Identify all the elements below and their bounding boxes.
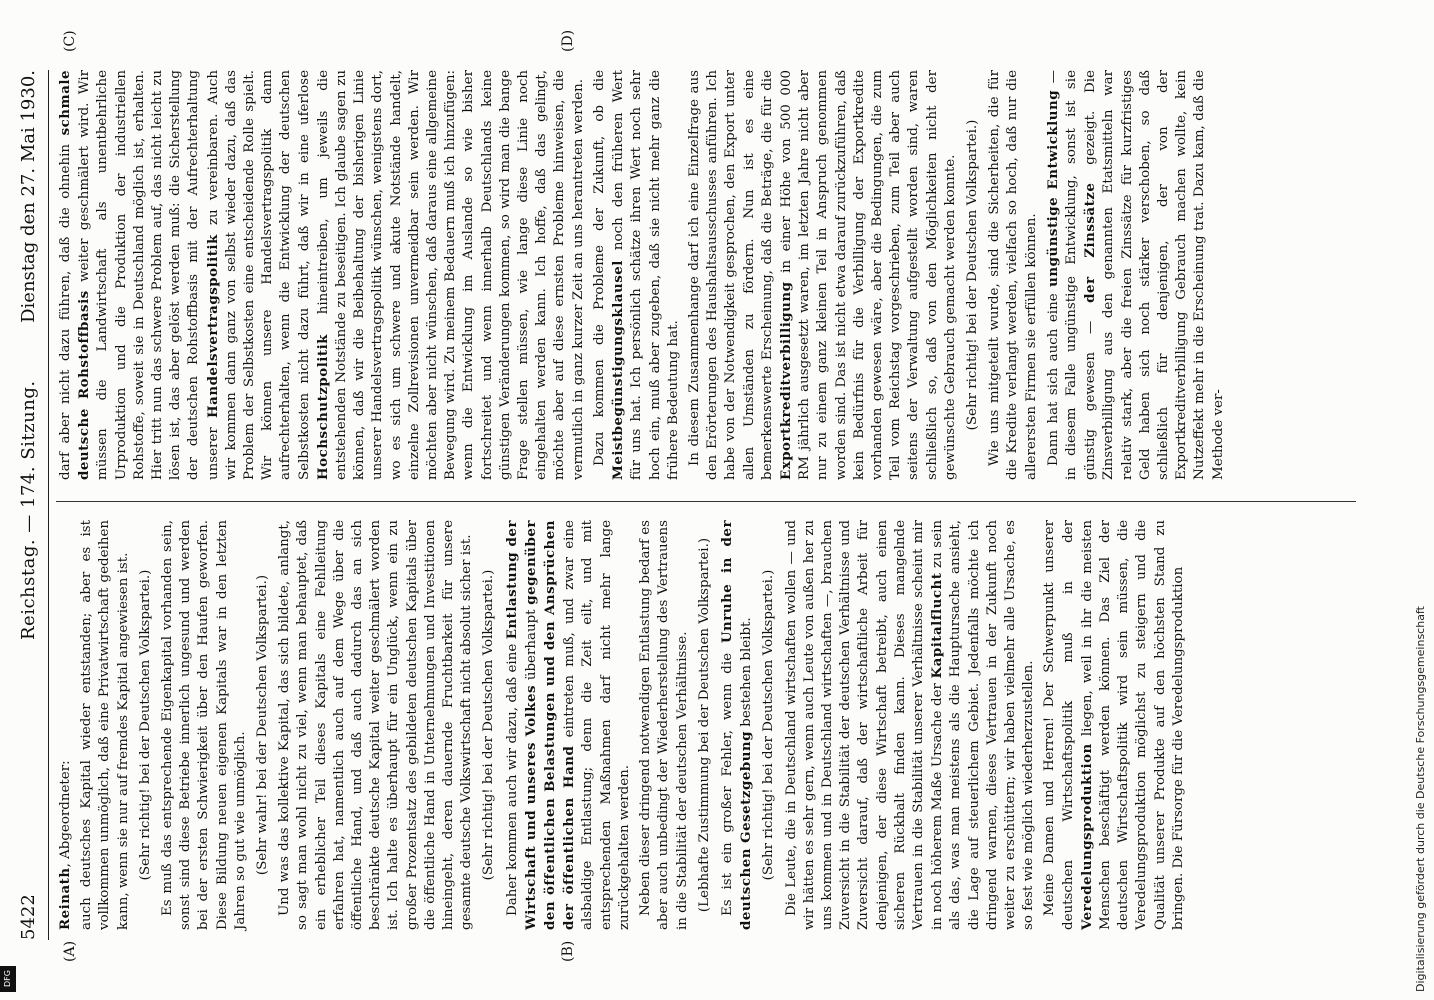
text-run: zu vereinbaren. Auch wir kommen dann ganz von selbst wieder dazu, daß das Problem der Selbstkosten eine entscheidende Rolle spielt. Wir können unsere Handelsvertragspolitik dann aufrechterhalten, wenn die Entwicklung der deutschen Selbstkosten nicht dazu führt, daß wir in eine uferlose (205, 70, 312, 480)
text-run: Es ist ein großer Fehler, wenn die (719, 643, 735, 916)
margin-marker-c: (C) (62, 30, 78, 52)
speech-paragraph: Und was das kollektive Kapital, das sich bildete, anlangt, so sagt man wohl nicht zu viel, wenn man behauptet, daß ein erheblicher Teil dieses Kapitals eine Fehlleitung erfahren hat, namentlich auch auf dem Wege über die öffentliche Hand, und daß auch dadurch das an sich beschränkte deutsche Kapital weiter geschmälert worden ist. Ich halte es überhaupt für ein Unglück, wenn ein zu großer Prozentsatz des gebildeten deutschen Kapitals über die öffentliche Hand in Unternehmungen und Investitionen hineingeht, deren dauernde Fruchtbarkeit für unsere gesamte deutsche Volkswirtschaft nicht absolut sicher ist. (277, 520, 475, 930)
text-run: gezeigt. Die Zinsverbilligung aus den genannten Etatsmitteln war relativ stark, aber die freien Zinssätze für kurzfristiges Geld haben sich noch stärker verschoben, so daß schließlich für denjenigen, der von der Exportkreditverbilligung Gebrauch machen wollte, kein Nutzeffekt mehr in die Erscheinung trat. Dazu kam, daß die Methode ver- (1083, 70, 1226, 480)
text-run: hineintreiben, um jeweils die entstehenden Notstände zu beseitigen. Ich glaube sagen zu können, daß wir die Beibehaltung der bisherigen Linie unserer Handelsvertragspolitik wünschen, wenigstens dort, wo es sich um schwere und akute Notstände handelt, einzelne Zollrevisionen unvermeidbar sein werden. Wir möchten aber nicht wünschen, daß daraus eine allgemeine Bewegung wird. Zu meinem Bedauern muß ich hinzufügen: wenn die Entwicklung im Auslande so wie bisher fortschreitet und wenn innerhalb Deutschlands keine günstigen Veränderungen kommen, so wird man die bange Frage stellen müssen, wie lange diese Linie noch eingehalten werden kann. Ich hoffe, daß das gelingt, möchte aber auf diese ernsten Probleme hinweisen, die vermutlich in ganz kurzer Zeit an uns herantreten werden. (315, 70, 586, 480)
text-run: Die Leute, die in Deutschland wirtschaften wollen — und wir hätten es sehr gern, wenn auch Leute von außen her zu uns kommen und in Deutschland wirtschaften —, brauchen Zuversicht in die Stabilität der deutschen Verhältnisse und Zuversicht darauf, daß der wirtschaftliche Arbeit für denjenigen, der diese Wirtschaft betreibt, auch einen sicheren Rückhalt finden kann. Dieses mangelnde Vertrauen in die Stabilität unserer Verhältnisse scheint mir in noch höherem Maße Ursache der (783, 520, 946, 930)
text-run: in einer Höhe von 500 000 RM jährlich ausgesetzt waren, im letzten Jahre nicht aber nur zu einem ganz kleinen Teil in Anspruch genommen worden sind. Das ist nicht etwa darauf zurückzuführen, daß kein Bedürfnis für die Verbilligung der Exportkredite vorhanden gewesen wäre, aber die Bedingungen, die zum Teil vom Reichstag vorgeschrieben, zum Teil aber auch seitens der Verwaltung aufgestellt worden sind, waren schließlich so, daß von den Möglichkeiten nicht der gewünschte Gebrauch gemacht werden konnte. (778, 70, 958, 480)
emphasis: schmale deutsche Rohstoffbasis (57, 70, 93, 480)
dfg-logo: DFG (0, 966, 16, 992)
text-run: Daher kommen auch wir dazu, daß eine (504, 639, 520, 916)
text-run: In diesem Zusammenhange darf ich eine Einzelfrage aus den Erörterungen des Haushaltsausschusses anführen. Ich habe von der Notwendigkeit gesprochen, den Export unter allen Umständen zu fördern. Nun ist es eine bemerkenswerte Erscheinung, daß die Beträge, die für die (686, 70, 775, 480)
interjection: (Lebhafte Zustimmung bei der Deutschen Volkspartei.) (696, 537, 712, 913)
speech-paragraph (1044, 70, 1228, 480)
speech-paragraph (783, 520, 1039, 930)
speech-paragraph: Wie uns mitgeteilt wurde, sind die Sicherheiten, die für die Kredite verlangt werden, vielfach so hoch, daß nur die allerersten Firmen sie erfüllen können. (987, 70, 1039, 480)
interjection: (Sehr richtig! bei der Deutschen Volkspartei.) (481, 569, 497, 881)
speech-paragraph (591, 70, 683, 480)
margin-marker-d: (D) (560, 29, 576, 52)
digitization-credit (1414, 0, 1434, 1000)
emphasis: Kapitalflucht (929, 572, 946, 679)
session-title: Reichstag. — 174. Sitzung. (18, 380, 39, 640)
interjection: (Sehr richtig! bei der Deutschen Volkspartei.) (964, 119, 980, 431)
speech-paragraph (686, 70, 960, 480)
page-number: 5422 (18, 894, 39, 940)
emphasis: Handelsvertragspolitik (204, 234, 221, 418)
text-run: zu sein als das, was man meistens als die Hauptursache ansieht, die Lage auf steuerlichem Gebiet. Jedenfalls möchte ich dringend warnen, dieses Vertrauen in der Zukunft noch weiter zu erschüttern; wir haben vielmehr alle Ursache, es so fest wie möglich wiederherzustellen. (930, 520, 1037, 930)
speech-paragraph (718, 520, 756, 930)
emphasis: gegenüber den öffentlichen Belastungen und den Ansprüchen der öffentlichen Hand (522, 520, 578, 930)
speech-paragraph: Es muß das entsprechende Eigenkapital vorhanden sein, sonst sind diese Betriebe innerlich ungesund und werden bei der ersten Schwierigkeit über den Haufen geworfen. Diese Bildung neuen eigenen Kapitals war in den letzten Jahren so gut wie unmöglich. (160, 520, 248, 930)
speech-paragraph: Neben dieser dringend notwendigen Entlastung bedarf es aber auch unbedingt der Wiederherstellung des Vertrauens in die Stabilität der deutschen Verhältnisse. (638, 520, 690, 930)
speech-paragraph: auch deutsches Kapital wieder entstanden; aber es ist vollkommen unmöglich, daß eine Privatwirtschaft gedeihen kann, wenn sie nur auf fremdes Kapital angewiesen ist. (79, 520, 131, 930)
speech-paragraph (56, 70, 588, 480)
speaker-name: Reinath (57, 867, 73, 930)
emphasis: Veredelungsproduktion (1078, 743, 1095, 930)
margin-marker-a: (A) (62, 940, 78, 962)
interjection: (Sehr richtig! bei der Deutschen Volkspartei.) (137, 569, 153, 881)
text-run: darf aber nicht dazu führen, daß die ohnehin (58, 135, 73, 480)
emphasis: ungünstige Entwicklung (1044, 89, 1061, 287)
interjection: (Sehr wahr! bei der Deutschen Volkspartei.) (255, 574, 271, 876)
emphasis: der Zinssätze (1082, 182, 1099, 303)
text-run: eintreten muß, und zwar eine alsbaldige Entlastung; denn die Zeit eilt, und mit entsprechenden Maßnahmen darf nicht mehr lange zurückgehalten werden. (562, 520, 632, 930)
text-run: — in diesem Falle ungünstige Entwicklung, sonst ist sie günstig gewesen — (1045, 70, 1099, 480)
speech-paragraph (1041, 520, 1188, 930)
column-divider (56, 501, 1356, 502)
right-column (56, 70, 1386, 480)
emphasis: Unruhe in der deutschen Gesetzgebung (718, 520, 755, 930)
text-run: bestehen bleibt. (739, 617, 755, 731)
speech-paragraph (503, 520, 634, 930)
emphasis: Exportkreditverbilligung (777, 281, 794, 480)
left-column (56, 520, 1386, 930)
text-run: weiter geschmälert wird. Wir müssen die Landwirtschaft als unentbehrliche Urproduktion und die Produktion der industriellen Rohstoffe, soweit sie in Deutschland möglich ist, erhalten. Hier tritt nun das schwere Problem auf, das nicht leicht zu lösen ist, das aber gelöst werden muß: die Sicherstellung der deutschen Rohstoffbasis mit der Aufrechterhaltung unserer (77, 69, 221, 480)
text-run: liegen, weil in ihr die meisten Menschen beschäftigt werden können. Das Ziel der deutschen Wirtschaftspolitik wird sein müssen, die Veredelungsproduktion möglichst zu steigern und die Qualität unserer Produkte auf den höchsten Stand zu bringen. Die Fürsorge für die Veredelungsproduktion (1079, 520, 1186, 930)
text-run: Dann hat sich auch eine (1045, 286, 1061, 466)
emphasis: Entlastung der Wirtschaft und unseres Volkes (503, 520, 539, 930)
text-run: Meine Damen und Herren! Der Schwerpunkt unserer deutschen Wirtschaftspolitik muß in der (1042, 520, 1076, 930)
interjection: (Sehr richtig! bei der Deutschen Volkspartei.) (761, 569, 777, 881)
text-run: Dazu kommen die Probleme der Zukunft, ob die (591, 70, 607, 466)
emphasis: Hochschutzpolitik (314, 334, 331, 480)
margin-marker-b: (B) (560, 940, 576, 962)
credit-text: Digitalisierung gefördert durch die Deutsche Forschungsgemeinschaft (1414, 606, 1427, 992)
speaker-role: , Abgeordneter: (58, 760, 73, 868)
session-date: Dienstag den 27. Mai 1930. (18, 70, 39, 323)
text-run: überhaupt (523, 604, 539, 685)
running-header (14, 70, 49, 940)
speech-paragraph (56, 520, 75, 930)
emphasis: Meistbegünstigungsklausel (610, 260, 627, 480)
text-run: noch den früheren Wert für uns hat. Ich persönlich schätze ihren Wert noch sehr hoch ein, muß aber zugeben, daß sie nicht mehr ganz die frühere Bedeutung hat. (611, 70, 681, 480)
